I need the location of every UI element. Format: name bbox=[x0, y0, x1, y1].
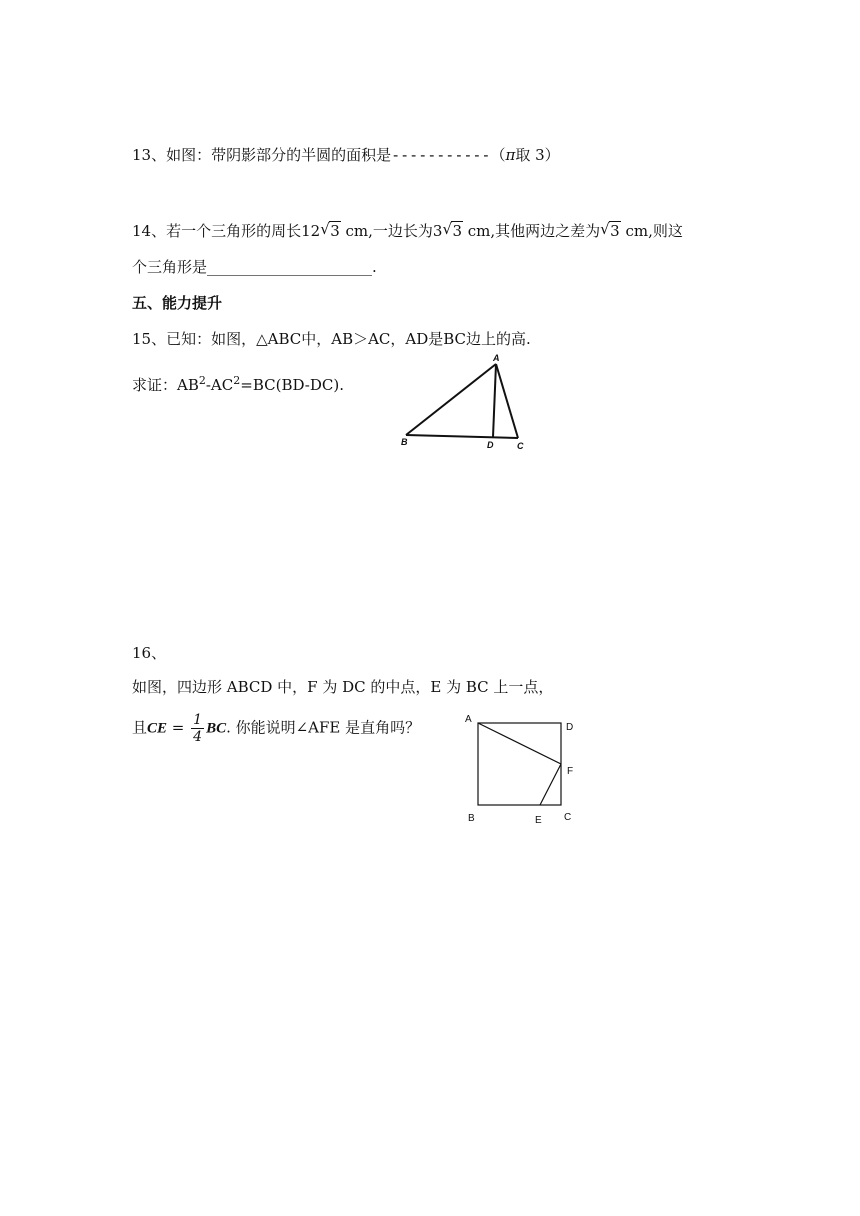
segment-af bbox=[478, 723, 561, 764]
q16-line1: 如图，四边形 ABCD 中，F 为 DC 的中点，E 为 BC 上一点， bbox=[132, 678, 554, 696]
square-abcd bbox=[478, 723, 561, 805]
label-b: B bbox=[468, 813, 475, 824]
q15-prove-end: =BC(BD-DC). bbox=[240, 376, 344, 394]
triangle-abc-figure bbox=[390, 350, 540, 455]
q16-ce: CE bbox=[147, 720, 168, 737]
label-d: D bbox=[566, 722, 574, 733]
q14-part4: cm,则这 bbox=[620, 222, 683, 240]
q14-number: 14、 bbox=[132, 222, 167, 240]
q15-line1: 15、已知：如图，△ABC中，AB＞AC，AD是BC边上的高. bbox=[132, 330, 531, 348]
label-c: C bbox=[517, 441, 524, 451]
q13-text: 如图：带阴影部分的半圆的面积是 bbox=[166, 146, 392, 164]
label-b: B bbox=[401, 437, 408, 447]
q13-note-open: （ bbox=[490, 146, 506, 164]
label-e: E bbox=[535, 815, 542, 826]
segment-ad bbox=[493, 364, 496, 437]
q13-note-rest: 取 3） bbox=[515, 146, 560, 164]
segment-ab bbox=[406, 364, 496, 435]
question-13 bbox=[132, 144, 560, 166]
segment-bc bbox=[406, 435, 518, 438]
q14-part1: 若一个三角形的周长12 bbox=[166, 222, 321, 240]
segment-fe bbox=[540, 764, 561, 805]
sqrt-1: √ 3 bbox=[320, 220, 340, 240]
sqrt-3: √ 3 bbox=[600, 220, 620, 240]
q15-prove bbox=[132, 370, 344, 396]
q14-part2: cm,一边长为3 bbox=[340, 222, 443, 240]
q14-part3: cm,其他两边之差为 bbox=[463, 222, 601, 240]
label-c: C bbox=[564, 812, 572, 823]
q16-bc: BC bbox=[206, 720, 227, 737]
q13-number: 13、 bbox=[132, 146, 167, 164]
fraction-one-quarter: $\frac{1}{4}$ bbox=[193, 712, 203, 745]
q14-blank: ______________________ bbox=[207, 258, 373, 276]
label-d: D bbox=[487, 440, 494, 450]
q15-sup-1: 2 bbox=[198, 374, 206, 387]
square-abcd-figure bbox=[460, 710, 585, 830]
q13-blank: ----------- bbox=[391, 146, 491, 164]
label-f: F bbox=[567, 766, 574, 777]
q16-eq: = bbox=[167, 718, 190, 737]
q15-sup-2: 2 bbox=[233, 374, 241, 387]
question-14 bbox=[132, 220, 683, 242]
q15-prove-prefix: 求证：AB bbox=[132, 376, 199, 394]
q13-pi: π bbox=[505, 146, 516, 164]
q16-prefix: 且 bbox=[132, 718, 148, 737]
q14-line2-text: 个三角形是 bbox=[132, 258, 208, 276]
section-5-title: 五、能力提升 bbox=[132, 294, 223, 312]
q16-rest: . 你能说明∠AFE 是直角吗？ bbox=[226, 718, 421, 737]
q16-line2 bbox=[132, 712, 420, 745]
q16-number: 16、 bbox=[132, 644, 167, 662]
sqrt-2: √ 3 bbox=[442, 220, 462, 240]
q14-end: . bbox=[372, 258, 377, 276]
segment-ac bbox=[496, 364, 518, 438]
label-a: A bbox=[465, 714, 472, 725]
question-14-line2 bbox=[132, 256, 377, 278]
q15-prove-mid: -AC bbox=[205, 376, 234, 394]
label-a: A bbox=[493, 353, 500, 363]
